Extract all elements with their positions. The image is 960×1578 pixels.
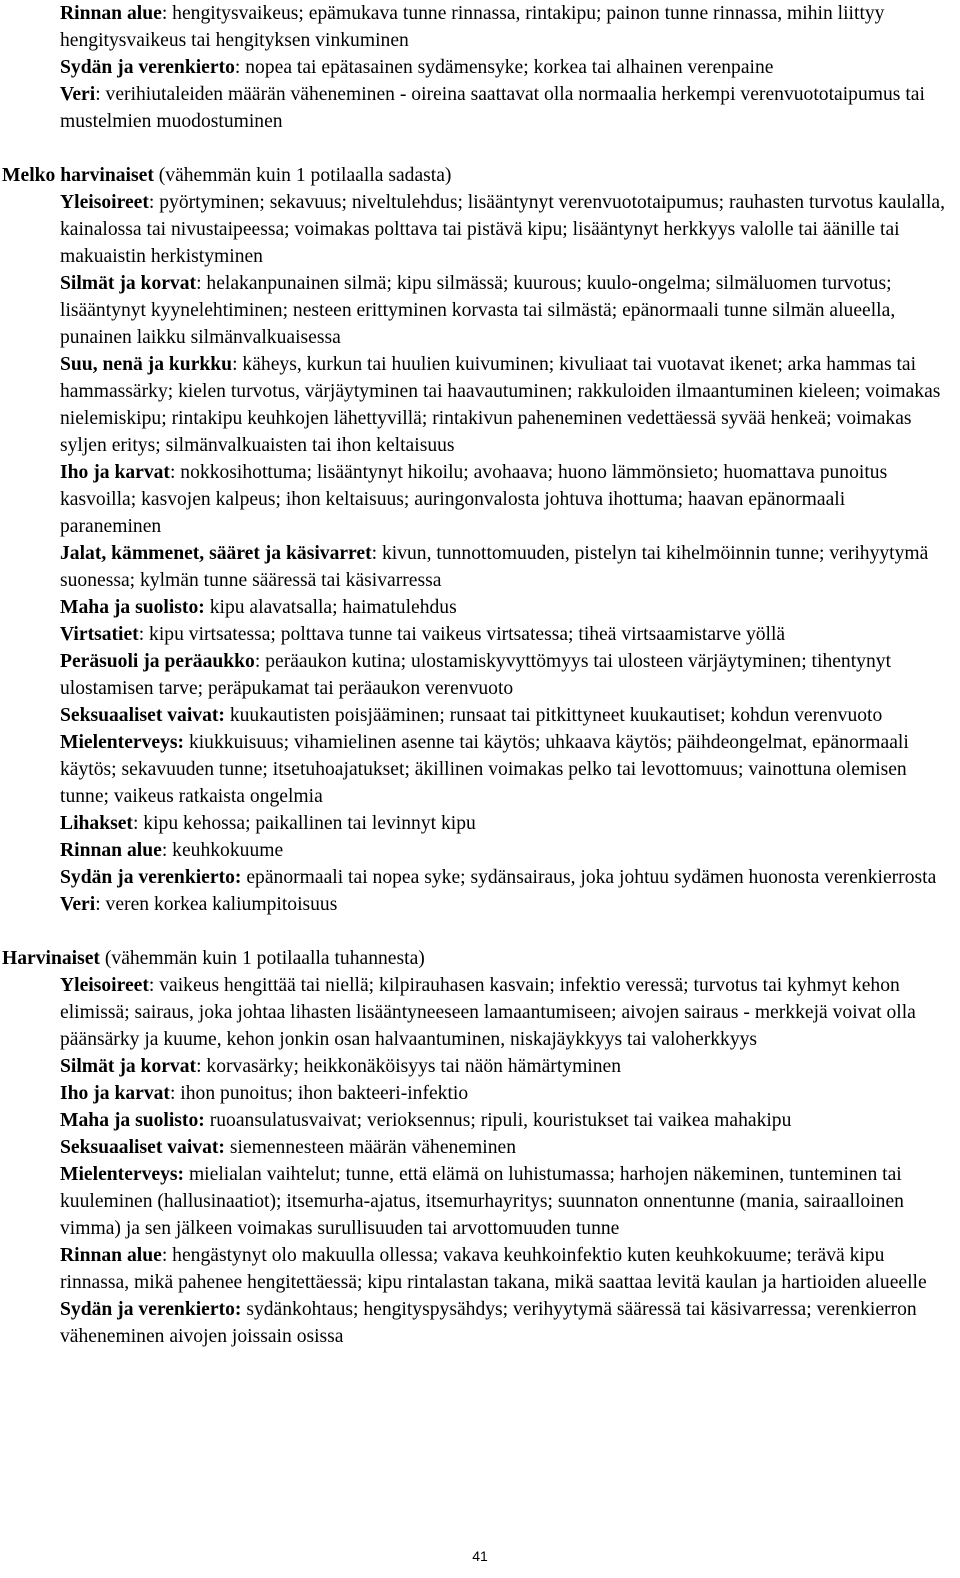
entry-separator: :	[254, 651, 266, 672]
entry-separator: :	[148, 192, 160, 213]
symptom-entry	[0, 270, 960, 351]
entry-text: korvasärky; heikkonäköisyys tai näön hämärtyminen	[206, 1056, 622, 1077]
entry-term: Lihakset	[60, 813, 133, 834]
symptom-entry	[0, 702, 960, 729]
symptom-entry	[0, 0, 960, 54]
entry-text: hengästynyt olo makuulla ollessa; vakava keuhkoinfektio kuten keuhkokuume; terävä kipu rinnassa, mikä pahenee hengitettäessä; kipu rintalastan takana, mikä saattaa levitä kaulan ja hartioiden alueelle	[60, 1245, 927, 1293]
entry-text: kuukautisten poisjääminen; runsaat tai pitkittyneet kuukautiset; kohdun verenvuoto	[229, 705, 883, 726]
entry-term: Suu, nenä ja kurkku	[60, 354, 233, 375]
symptom-entry	[0, 351, 960, 459]
section-heading-term: Harvinaiset	[2, 948, 100, 969]
symptom-entry	[0, 1161, 960, 1242]
symptom-entry	[0, 1080, 960, 1107]
entry-text: sydänkohtaus; hengityspysähdys; verihyytymä sääressä tai käsivarressa; verenkierron väheneminen aivojen joissain osissa	[60, 1299, 917, 1347]
entry-text: siemennesteen määrän väheneminen	[229, 1137, 516, 1158]
entry-text: verihiutaleiden määrän väheneminen - oireina saattavat olla normaalia herkempi verenvuototaipumus tai mustelmien muodostuminen	[60, 84, 925, 132]
section-heading-note: (vähemmän kuin 1 potilaalla tuhannesta)	[99, 948, 425, 969]
entry-separator: :	[132, 813, 144, 834]
entry-separator: :	[232, 354, 243, 375]
entry-separator: :	[148, 975, 160, 996]
symptom-entry	[0, 54, 960, 81]
entry-separator: :	[169, 1083, 181, 1104]
entry-term: Iho ja karvat	[60, 1083, 170, 1104]
entry-separator: :	[95, 894, 106, 915]
entry-separator: :	[161, 3, 173, 24]
entry-text: kipu kehossa; paikallinen tai levinnyt kipu	[143, 813, 476, 834]
entry-term: Maha ja suolisto:	[60, 597, 205, 618]
symptom-entry	[0, 864, 960, 891]
entry-text: ihon punoitus; ihon bakteeri-infektio	[180, 1083, 469, 1104]
entry-term: Seksuaaliset vaivat:	[60, 1137, 225, 1158]
symptom-entry	[0, 189, 960, 270]
symptom-entry	[0, 729, 960, 810]
entry-separator: :	[371, 543, 382, 564]
symptom-entry	[0, 648, 960, 702]
symptom-entry	[0, 837, 960, 864]
entry-term: Jalat, kämmenet, sääret ja käsivarret	[60, 543, 372, 564]
symptom-entry	[0, 540, 960, 594]
symptom-entry	[0, 1134, 960, 1161]
symptom-entry	[0, 810, 960, 837]
entry-separator: :	[161, 1245, 173, 1266]
entry-text: käheys, kurkun tai huulien kuivuminen; kivuliaat tai vuotavat ikenet; arka hammas tai hammassärky; kielen turvotus, värjäytyminen tai haavautuminen; rakkuloiden ilmaantuminen kieleen; voimakas nielemiskipu; rintakipu keuhkojen lähettyvillä; rintakivun paheneminen vedettäessä syvää henkeä; voimakas syljen eritys; silmänvalkuaisten tai ihon keltaisuus	[60, 354, 941, 456]
entry-term: Iho ja karvat	[60, 462, 170, 483]
entry-text: kipu virtsatessa; polttava tunne tai vaikeus virtsatessa; tiheä virtsaamistarve yöllä	[149, 624, 786, 645]
entry-term: Yleisoireet	[60, 192, 149, 213]
entry-text: peräaukon kutina; ulostamiskyvyttömyys tai ulosteen värjäytyminen; tihentynyt ulostamisen tarve; peräpukamat tai peräaukon verenvuoto	[60, 651, 892, 699]
symptom-entry	[0, 621, 960, 648]
entry-term: Veri	[60, 84, 96, 105]
paragraph-gap	[0, 918, 960, 945]
entry-term: Sydän ja verenkierto:	[60, 1299, 242, 1320]
section-heading-term: Melko harvinaiset	[2, 165, 154, 186]
entry-term: Rinnan alue	[60, 3, 162, 24]
entry-term: Virtsatiet	[60, 624, 139, 645]
entry-separator: :	[234, 57, 246, 78]
entry-text: mielialan vaihtelut; tunne, että elämä on luhistumassa; harhojen näkeminen, tunteminen tai kuuleminen (hallusinaatiot); itsemurha-ajatus, itsemurhayritys; suunnaton onnentunne (mania, sairaalloinen vimma) ja sen jälkeen voimakas surullisuuden tai arvottomuuden tunne	[60, 1164, 904, 1239]
entry-term: Seksuaaliset vaivat:	[60, 705, 225, 726]
symptom-entry	[0, 891, 960, 918]
entry-term: Mielenterveys:	[60, 1164, 185, 1185]
entry-term: Silmät ja korvat	[60, 273, 197, 294]
entry-text: helakanpunainen silmä; kipu silmässä; kuurous; kuulo-ongelma; silmäluomen turvotus; lisääntynyt kyynelehtiminen; nesteen erittyminen korvasta tai silmästä; epänormaali tunne silmän alueella, punainen laikku silmänvalkuaisessa	[60, 273, 896, 348]
entry-term: Yleisoireet	[60, 975, 149, 996]
paragraph-gap	[0, 135, 960, 162]
entry-separator: :	[95, 84, 106, 105]
entry-text: pyörtyminen; sekavuus; niveltulehdus; lisääntynyt verenvuototaipumus; rauhasten turvotus kaulalla, kainalossa tai nivustaipeessa; voimakas polttava tai pistävä kipu; lisääntynyt herkkyys valolle tai äänille tai makuaistin herkistyminen	[60, 192, 945, 267]
section-heading	[0, 162, 960, 189]
symptom-entry	[0, 594, 960, 621]
symptom-entry	[0, 1242, 960, 1296]
entry-separator: :	[196, 1056, 207, 1077]
symptom-entry	[0, 1296, 960, 1350]
entry-term: Rinnan alue	[60, 1245, 162, 1266]
entry-separator: :	[138, 624, 150, 645]
entry-text: vaikeus hengittää tai niellä; kilpirauhasen kasvain; infektio veressä; turvotus tai kyhmyt kehon elimissä; sairaus, joka johtaa lihasten lisääntyneeseen lamaantumiseen; aivojen sairaus - merkkejä voivat olla päänsärky ja kuume, kehon jonkin osan halvaantuminen, niskajäykkyys tai valoherkkyys	[60, 975, 916, 1050]
symptom-entry	[0, 459, 960, 540]
entry-term: Rinnan alue	[60, 840, 162, 861]
entry-text: keuhkokuume	[172, 840, 284, 861]
entry-text: kiukkuisuus; vihamielinen asenne tai käytös; uhkaava käytös; päihdeongelmat, epänormaali käytös; sekavuuden tunne; itsetuhoajatukset; äkillinen voimakas pelko tai levottomuus; vainottuna olemisen tunne; vaikeus ratkaista ongelmia	[60, 732, 909, 807]
entry-term: Silmät ja korvat	[60, 1056, 197, 1077]
symptom-entry	[0, 972, 960, 1053]
entry-text: epänormaali tai nopea syke; sydänsairaus, joka johtuu sydämen huonosta verenkierrosta	[246, 867, 937, 888]
entry-term: Peräsuoli ja peräaukko	[60, 651, 255, 672]
entry-text: ruoansulatusvaivat; verioksennus; ripuli, kouristukset tai vaikea mahakipu	[209, 1110, 792, 1131]
entry-term: Mielenterveys:	[60, 732, 185, 753]
entry-term: Sydän ja verenkierto:	[60, 867, 242, 888]
entry-text: veren korkea kaliumpitoisuus	[105, 894, 338, 915]
entry-text: kivun, tunnottomuuden, pistelyn tai kihelmöinnin tunne; verihyytymä suonessa; kylmän tunne sääressä tai käsivarressa	[60, 543, 929, 591]
section-heading	[0, 945, 960, 972]
entry-separator: :	[196, 273, 207, 294]
entry-term: Veri	[60, 894, 96, 915]
entry-separator: :	[169, 462, 181, 483]
entry-text: nopea tai epätasainen sydämensyke; korkea tai alhainen verenpaine	[245, 57, 774, 78]
entry-text: kipu alavatsalla; haimatulehdus	[209, 597, 457, 618]
entry-text: hengitysvaikeus; epämukava tunne rinnassa, rintakipu; painon tunne rinnassa, mihin liittyy hengitysvaikeus tai hengityksen vinkuminen	[60, 3, 885, 51]
symptom-entry	[0, 81, 960, 135]
entry-text: nokkosihottuma; lisääntynyt hikoilu; avohaava; huono lämmönsieto; huomattava punoitus kasvoilla; kasvojen kalpeus; ihon keltaisuus; auringonvalosta johtuva ihottuma; haavan epänormaali paraneminen	[60, 462, 888, 537]
entry-term: Maha ja suolisto:	[60, 1110, 205, 1131]
page-number: 41	[472, 1548, 488, 1564]
entry-separator: :	[161, 840, 173, 861]
section-heading-note: (vähemmän kuin 1 potilaalla sadasta)	[153, 165, 452, 186]
symptom-entry	[0, 1107, 960, 1134]
entry-term: Sydän ja verenkierto	[60, 57, 235, 78]
symptom-entry	[0, 1053, 960, 1080]
